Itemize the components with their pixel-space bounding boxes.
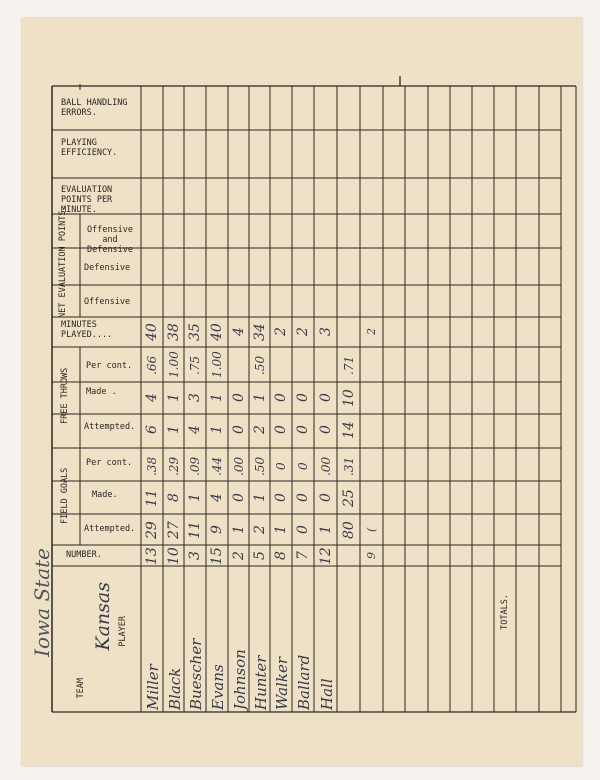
- player-fga-cell: 27: [165, 521, 182, 539]
- player-fg_pct-cell: .50: [252, 456, 267, 476]
- player-fg_pct-cell: .00: [318, 456, 333, 476]
- player-name-cell: Walker: [273, 657, 291, 710]
- player-fga-cell: 29: [144, 521, 160, 539]
- totals-ftm-cell: 10: [340, 389, 357, 407]
- minutes-played-label: MINUTES PLAYED....: [61, 320, 113, 340]
- extra-number-cell: 9: [364, 552, 378, 560]
- player-fta-cell: 0: [230, 425, 247, 435]
- totals-fgm-cell: 25: [340, 489, 357, 507]
- player-fta-cell: 0: [273, 425, 289, 435]
- player-fta-cell: 1: [209, 425, 225, 435]
- player-number-cell: 8: [273, 551, 289, 561]
- playing-efficiency-label: PLAYING EFFICIENCY.: [61, 138, 118, 158]
- player-ftm-cell: 3: [187, 393, 203, 403]
- team-label: TEAM: [76, 678, 86, 699]
- player-minutes-cell: 40: [144, 323, 160, 341]
- player-fga-cell: 2: [251, 525, 268, 535]
- player-minutes-cell: 3: [317, 327, 334, 337]
- player-name-cell: Buescher: [187, 638, 205, 710]
- ft-percent-label: Per cont.: [86, 361, 133, 371]
- player-ft_pct-cell: .75: [188, 355, 202, 375]
- player-number-cell: 3: [187, 551, 203, 561]
- player-fga-cell: 9: [209, 525, 225, 535]
- free-throws-label: FREE THROWS: [60, 367, 70, 425]
- player-ftm-cell: 1: [165, 393, 182, 403]
- player-minutes-cell: 2: [295, 327, 311, 337]
- player-fg_pct-cell: .00: [231, 456, 246, 476]
- player-fta-cell: 4: [187, 425, 203, 435]
- player-label: PLAYER: [118, 616, 128, 647]
- player-number-cell: 12: [317, 547, 334, 565]
- player-fga-cell: 0: [295, 525, 311, 535]
- player-fgm-cell: 0: [230, 493, 247, 503]
- player-fga-cell: 1: [230, 525, 247, 535]
- fg-attempted-label: Attempted.: [84, 524, 136, 534]
- player-ftm-cell: 0: [295, 393, 311, 403]
- totals-fg_pct-cell: .31: [341, 456, 356, 476]
- player-name-cell: Ballard: [295, 654, 313, 710]
- player-fgm-cell: 1: [251, 493, 268, 503]
- net-evaluation-label: NET EVALUATION POINTS.: [58, 205, 68, 318]
- player-minutes-cell: 40: [209, 323, 225, 341]
- ball-handling-errors-label: BALL HANDLING ERRORS.: [61, 98, 128, 118]
- totals-label: TOTALS.: [500, 594, 510, 630]
- player-ft_pct-cell: .66: [145, 355, 159, 375]
- player-number-cell: 2: [230, 551, 247, 561]
- evaluation-points-label: EVALUATION POINTS PER MINUTE.: [61, 185, 113, 215]
- player-ftm-cell: 4: [144, 393, 160, 403]
- ft-attempted-label: Attempted.: [84, 422, 136, 432]
- player-minutes-cell: 2: [273, 327, 289, 337]
- player-ftm-cell: 0: [230, 393, 247, 403]
- player-fgm-cell: 0: [317, 493, 334, 503]
- player-fg_pct-cell: 0: [274, 462, 288, 470]
- player-ft_pct-cell: .50: [252, 355, 267, 375]
- player-fg_pct-cell: .09: [188, 456, 202, 476]
- player-minutes-cell: 35: [187, 323, 203, 341]
- team-name-handwritten: Kansas: [92, 582, 114, 651]
- player-fta-cell: 2: [251, 425, 268, 435]
- totals-ft_pct-cell: .71: [341, 355, 356, 375]
- player-fta-cell: 0: [317, 425, 334, 435]
- player-number-cell: 7: [295, 551, 311, 561]
- player-ft_pct-cell: 1.00: [166, 351, 181, 379]
- defensive-label: Defensive: [84, 263, 131, 273]
- ft-made-label: Made .: [86, 387, 117, 397]
- player-fga-cell: 1: [317, 525, 334, 535]
- player-number-cell: 15: [209, 547, 225, 565]
- player-fgm-cell: 4: [209, 493, 225, 503]
- field-goals-label: FIELD GOALS: [60, 467, 70, 525]
- player-fgm-cell: 0: [295, 493, 311, 503]
- player-ftm-cell: 0: [273, 393, 289, 403]
- player-fga-cell: 1: [273, 525, 289, 535]
- player-fgm-cell: 0: [273, 493, 289, 503]
- player-fg_pct-cell: 0: [296, 462, 310, 470]
- player-minutes-cell: 34: [251, 323, 268, 341]
- player-minutes-cell: 38: [165, 323, 182, 341]
- player-ftm-cell: 1: [209, 393, 225, 403]
- player-number-cell: 5: [251, 551, 268, 561]
- totals-fga-cell: 80: [340, 521, 357, 539]
- player-fta-cell: 0: [295, 425, 311, 435]
- offensive-label: Offensive: [84, 297, 131, 307]
- player-fg_pct-cell: .44: [210, 456, 224, 476]
- player-number-cell: 13: [144, 547, 160, 565]
- totals-fta-cell: 14: [340, 421, 357, 439]
- player-name-cell: Hunter: [251, 655, 270, 710]
- player-fgm-cell: 11: [144, 489, 160, 507]
- fg-made-label: Made.: [92, 490, 118, 500]
- player-name-cell: Hall: [317, 678, 336, 710]
- player-name-cell: Black: [165, 667, 184, 710]
- player-fg_pct-cell: .38: [145, 456, 159, 476]
- opponent-note-handwritten: Iowa State: [30, 548, 54, 657]
- player-ftm-cell: 0: [317, 393, 334, 403]
- player-fga-cell: 11: [187, 521, 203, 539]
- player-name-cell: Johnson: [230, 649, 249, 710]
- player-minutes-cell: 4: [230, 327, 247, 337]
- offensive-defensive-label: Offensive and Defensive: [86, 225, 134, 255]
- extra-minutes-cell: 2: [364, 328, 378, 336]
- fg-percent-label: Per cont.: [86, 458, 133, 468]
- player-ft_pct-cell: 1.00: [210, 351, 224, 379]
- player-fg_pct-cell: .29: [166, 456, 181, 476]
- number-label: NUMBER.: [66, 550, 102, 560]
- extra-fga-cell: (: [364, 527, 378, 533]
- player-name-cell: Evans: [209, 664, 227, 710]
- player-number-cell: 10: [165, 547, 182, 565]
- player-fgm-cell: 1: [187, 493, 203, 503]
- player-name-cell: Miller: [144, 664, 162, 710]
- player-fta-cell: 6: [144, 425, 160, 435]
- player-fgm-cell: 8: [165, 493, 182, 503]
- player-fta-cell: 1: [165, 425, 182, 435]
- player-ftm-cell: 1: [251, 393, 268, 403]
